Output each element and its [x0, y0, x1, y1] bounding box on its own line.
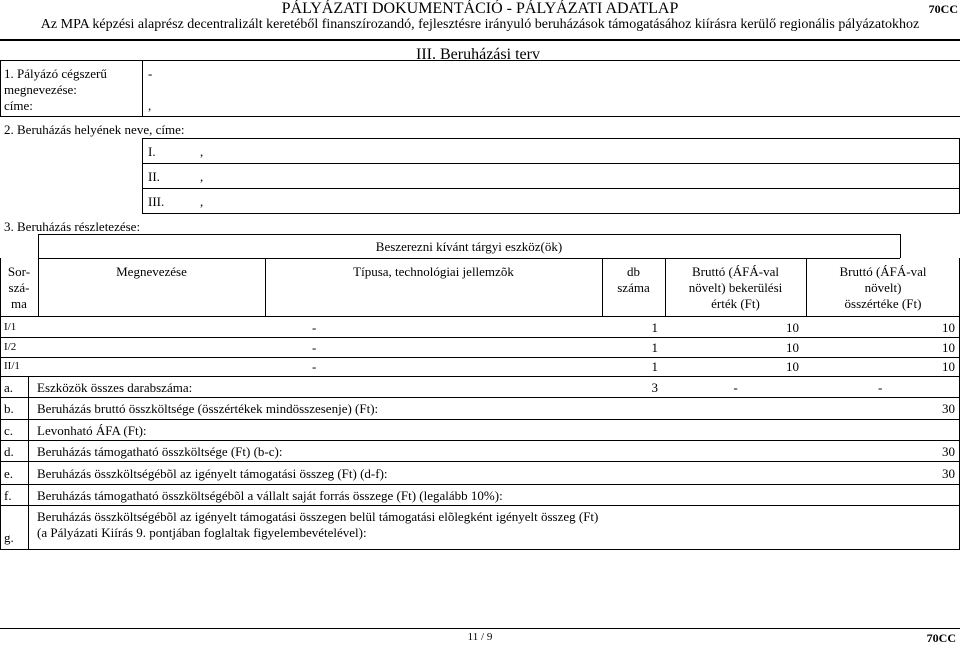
summary-b-text: Beruházás bruttó összköltsége (összértékek mindösszesenje) (Ft):: [37, 401, 379, 416]
summary-letter-divider: [28, 376, 29, 549]
applicant-top-rule: [0, 60, 960, 61]
col-db-header-line-1: db: [627, 264, 640, 279]
summary-rule-a: [0, 397, 960, 398]
summary-e-letter: e.: [4, 466, 14, 481]
header-rule: [0, 39, 960, 41]
col-unit-header-line-2: növelt) bekerülési: [688, 280, 783, 295]
row-3-unit: 10: [786, 359, 799, 374]
col-total-header-line-1: Bruttó (ÁFÁ-val: [839, 264, 927, 279]
applicant-address-value: ,: [148, 98, 152, 113]
summary-a-total: -: [878, 380, 883, 395]
applicant-left-border: [0, 60, 1, 116]
table-header-bottom-rule: [0, 316, 960, 317]
table-group-right-border: [900, 234, 901, 258]
table-row-rule-3: [0, 376, 960, 377]
locations-left-border: [142, 138, 143, 213]
row-2-unit: 10: [786, 340, 799, 355]
summary-d-text: Beruházás támogatható összköltsége (Ft) (b-c):: [37, 444, 283, 459]
summary-d-letter: d.: [4, 444, 14, 459]
table-row-rule-2: [0, 357, 960, 358]
col-unit-header-line-3: érték (Ft): [711, 296, 760, 311]
footer-rule: [0, 628, 960, 629]
row-3-db: 1: [651, 359, 658, 374]
table-top-rule: [38, 234, 900, 235]
row-3-type: -: [312, 359, 317, 374]
summary-rule-g: [0, 549, 960, 550]
summary-rule-c: [0, 440, 960, 441]
summary-b-value: 30: [942, 401, 955, 416]
summary-e-value: 30: [942, 466, 955, 481]
summary-g-text-line-1: Beruházás összköltségébõl az igényelt támogatási összegen belül támogatási elõlegként igényelt összeg (Ft): [37, 509, 599, 524]
header-code: 70CC: [928, 2, 958, 16]
page-number: 11 / 9: [467, 631, 493, 643]
col-sor-line-2: szá-: [8, 280, 30, 295]
row-2-type: -: [312, 340, 317, 355]
locations-rule-3: [142, 188, 960, 189]
row-1-total: 10: [942, 320, 955, 335]
summary-c-letter: c.: [4, 423, 14, 438]
summary-c-text: Levonható ÁFA (Ft):: [37, 423, 147, 438]
col-sor-line-3: ma: [11, 296, 27, 311]
locations-rule-2: [142, 163, 960, 164]
summary-e-text: Beruházás összköltségébõl az igényelt támogatási összeg (Ft) (d-f):: [37, 466, 388, 481]
summary-rule-e: [0, 484, 960, 485]
col-db-header-line-2: száma: [617, 280, 650, 295]
col-unit-header-line-1: Bruttó (ÁFÁ-val: [691, 264, 780, 279]
col-type-header: Típusa, technológiai jellemzõk: [353, 264, 514, 279]
row-2-db: 1: [651, 340, 658, 355]
summary-a-letter: a.: [4, 380, 14, 395]
summary-g-text-line-2: (a Pályázati Kiírás 9. pontjában foglaltak figyelembevételével):: [37, 525, 367, 540]
location-1-value: ,: [200, 144, 204, 159]
location-3-num: III.: [148, 194, 165, 209]
section-title: III. Beruházási terv: [416, 46, 540, 63]
row-3-id: II/1: [4, 360, 20, 372]
table-row-rule-1: [0, 337, 960, 338]
applicant-name-value: -: [148, 66, 153, 81]
summary-rule-b: [0, 419, 960, 420]
row-2-id: I/2: [4, 341, 17, 353]
locations-label: 2. Beruházás helyének neve, címe:: [4, 122, 185, 137]
locations-rule-1: [142, 138, 960, 139]
row-1-unit: 10: [786, 320, 799, 335]
summary-f-letter: f.: [4, 488, 12, 503]
col-total-header-line-2: növelt): [864, 280, 902, 295]
row-1-db: 1: [651, 320, 658, 335]
summary-rule-d: [0, 461, 960, 462]
col-sor-line-1: Sor-: [7, 264, 31, 279]
document-title: PÁLYÁZATI DOKUMENTÁCIÓ - PÁLYÁZATI ADATLAP: [281, 0, 679, 17]
applicant-bottom-rule: [0, 116, 960, 117]
row-2-total: 10: [942, 340, 955, 355]
col-total-header-line-3: összértéke (Ft): [844, 296, 922, 311]
locations-rule-4: [142, 213, 960, 214]
summary-a-unit: -: [733, 380, 738, 395]
applicant-divider: [142, 60, 143, 116]
table-group-rule: [38, 258, 900, 259]
applicant-label-2: megnevezése:: [4, 82, 77, 97]
row-3-total: 10: [942, 359, 955, 374]
summary-a-text: Eszközök összes darabszáma:: [37, 380, 193, 395]
summary-a-count: 3: [651, 380, 658, 395]
applicant-label-1: 1. Pályázó cégszerű: [4, 66, 107, 81]
location-2-num: II.: [148, 169, 160, 184]
summary-d-value: 30: [942, 444, 955, 459]
applicant-label-3: címe:: [4, 98, 33, 113]
location-1-num: I.: [148, 144, 156, 159]
location-3-value: ,: [200, 194, 204, 209]
row-1-id: I/1: [4, 321, 17, 333]
table-group-header: Beszerezni kívánt tárgyi eszköz(ök): [375, 239, 563, 254]
footer-code: 70CC: [926, 631, 956, 645]
summary-f-text: Beruházás támogatható összköltségébõl a vállalt saját forrás összege (Ft) (legalább 10%):: [37, 488, 503, 503]
details-label: 3. Beruházás részletezése:: [4, 219, 141, 234]
row-1-type: -: [312, 320, 317, 335]
summary-g-letter: g.: [4, 530, 14, 545]
summary-rule-f: [0, 505, 960, 506]
col-name-header: Megnevezése: [116, 264, 187, 279]
summary-b-letter: b.: [4, 401, 14, 416]
location-2-value: ,: [200, 169, 204, 184]
document-subtitle: Az MPA képzési alaprész decentralizált keretéből finanszírozandó, fejlesztésre irányuló beruházások támogatásához kiírásra kerülő regionális pályázatokhoz: [40, 17, 920, 32]
